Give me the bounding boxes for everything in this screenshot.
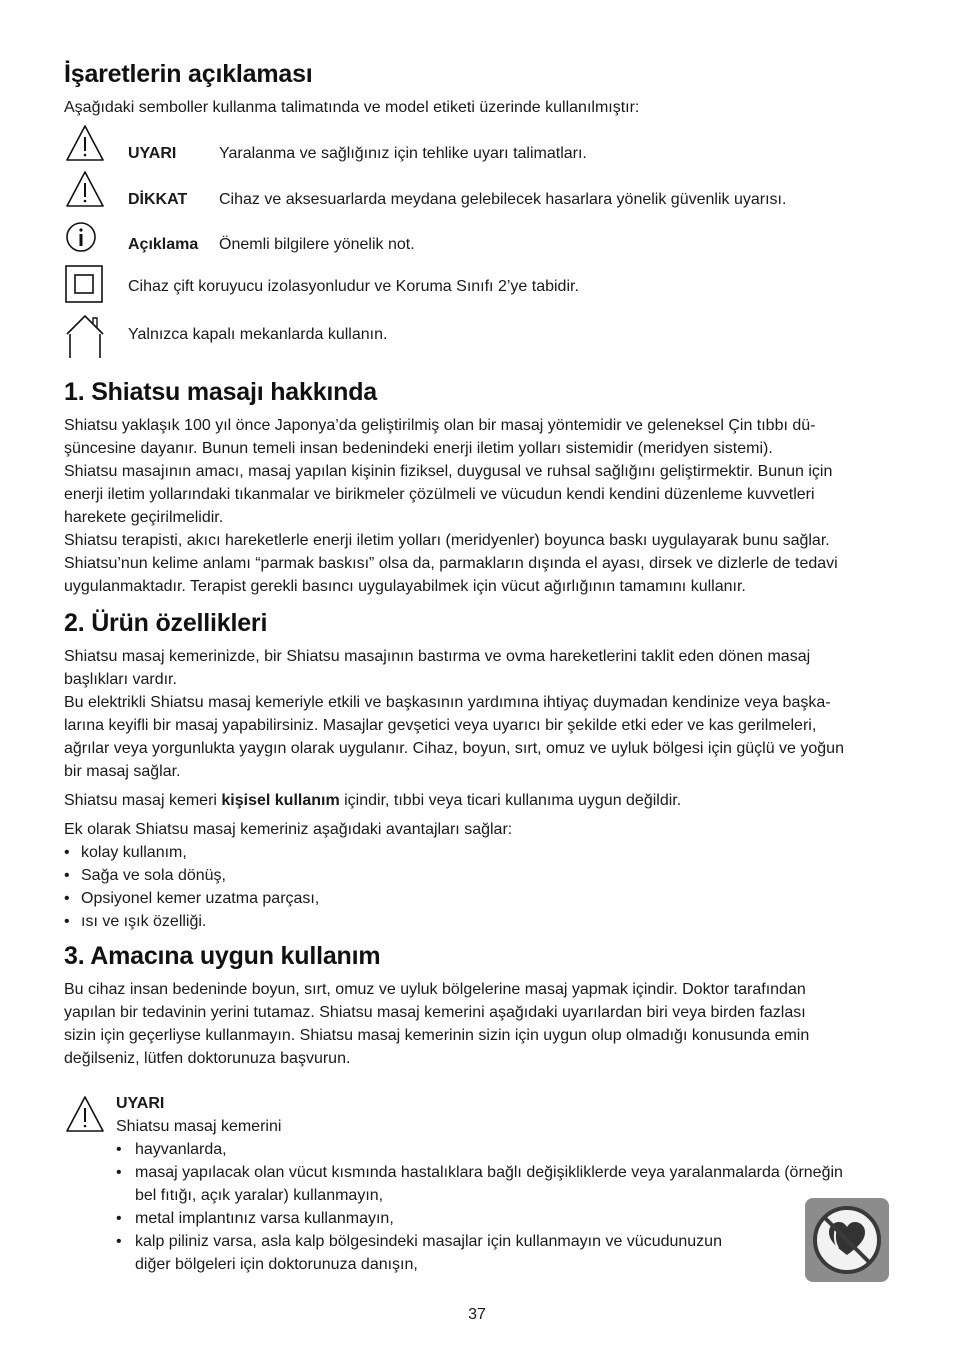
symbols-title: İşaretlerin açıklaması bbox=[64, 60, 313, 88]
advantages-intro: Ek olarak Shiatsu masaj kemeriniz aşağıdaki avantajları sağlar: bbox=[64, 821, 513, 838]
symbol-text: Önemli bilgilere yönelik not. bbox=[219, 236, 415, 253]
list-item: • Sağa ve sola dönüş, bbox=[64, 864, 889, 887]
list-item bbox=[116, 1230, 891, 1276]
list-item-line: bel fıtığı, açık yaralar) kullanmayın, bbox=[135, 1187, 384, 1204]
symbol-row-indoor bbox=[64, 312, 894, 356]
paragraph-line: Shiatsu’nun kelime anlamı “parmak baskısı” olsa da, parmakların dışında el ayası, dirsek ve dizlerle de tedavi bbox=[64, 555, 838, 572]
section-product-features bbox=[64, 609, 889, 933]
paragraph-line: Shiatsu masaj kemerinizde, bir Shiatsu masajının bastırma ve ovma hareketlerini taklit eden dönen masaj bbox=[64, 648, 811, 665]
section-title: 3. Amacına uygun kullanım bbox=[64, 942, 381, 970]
symbol-text: Cihaz çift koruyucu izolasyonludur ve Koruma Sınıfı 2’ye tabidir. bbox=[128, 278, 579, 295]
text-span: içindir, tıbbi veya ticari kullanıma uygun değildir. bbox=[339, 792, 682, 809]
section-about-shiatsu bbox=[64, 378, 889, 598]
paragraph-line: Shiatsu yaklaşık 100 yıl önce Japonya’da geliştirilmiş olan bir masaj yöntemidir ve geleneksel Çin tıbbı dü- bbox=[64, 417, 816, 434]
list-item-line: masaj yapılacak olan vücut kısmında hastalıklara bağlı değişikliklerde veya yaralanmalarda (örneğin bbox=[135, 1164, 843, 1181]
symbol-row-note bbox=[64, 220, 894, 264]
paragraph-line: değilseniz, lütfen doktorunuza başvurun. bbox=[64, 1050, 351, 1067]
section-title: 2. Ürün özellikleri bbox=[64, 609, 268, 637]
paragraph-line: larına keyifli bir masaj yapabilirsiniz. Masajlar gevşetici veya uyarıcı bir şekilde etki eder ve kas gerilmeleri, bbox=[64, 717, 817, 734]
list-item-line: diğer bölgeleri için doktorunuza danışın, bbox=[135, 1256, 418, 1273]
paragraph-line: şüncesine dayanır. Bunun temeli insan bedenindeki enerji iletim yolları sistemidir (meridyen sistemi). bbox=[64, 440, 773, 457]
list-item bbox=[116, 1161, 891, 1207]
warning-triangle-icon bbox=[64, 168, 106, 212]
list-item: • hayvanlarda, bbox=[116, 1138, 891, 1161]
warning-triangle-icon bbox=[64, 122, 106, 166]
text-span: Shiatsu masaj kemeri bbox=[64, 792, 222, 809]
paragraph-line: Shiatsu terapisti, akıcı hareketlerle enerji iletim yolları (meridyenler) boyunca baskı uygulayarak bunu sağlar. bbox=[64, 532, 830, 549]
info-icon bbox=[64, 220, 106, 264]
warning-intro: Shiatsu masaj kemerini bbox=[116, 1118, 282, 1135]
paragraph-line: enerji iletim yollarındaki tıkanmalar ve birikmeler çözülmeli ve vücudun kendi kendini düzenleme kuvvetleri bbox=[64, 486, 815, 503]
list-item: • ısı ve ışık özelliği. bbox=[64, 910, 889, 933]
symbol-text: Yaralanma ve sağlığınız için tehlike uyarı talimatları. bbox=[219, 145, 587, 162]
paragraph-line: sizin için geçerliyse kullanmayın. Shiatsu masaj kemerinin sizin için uygun olup olmadığı konusunda emin bbox=[64, 1027, 810, 1044]
emphasis-text: kişisel kullanım bbox=[221, 792, 340, 809]
section-intended-use bbox=[64, 942, 889, 1070]
symbol-row-caution bbox=[64, 168, 894, 212]
symbol-label: UYARI bbox=[128, 145, 177, 162]
symbol-text: Yalnızca kapalı mekanlarda kullanın. bbox=[128, 326, 388, 343]
double-insulation-icon bbox=[64, 264, 106, 308]
paragraph-line: Bu cihaz insan bedeninde boyun, sırt, omuz ve uyluk bölgelerine masaj yapmak içindir. Doktor tarafından bbox=[64, 981, 806, 998]
paragraph-line: ağrılar veya yorgunlukta yaygın olarak uygulanır. Cihaz, boyun, sırt, omuz ve uyluk bölgesi için güçlü ve yoğun bbox=[64, 740, 844, 757]
list-item-line: kalp piliniz varsa, asla kalp bölgesindeki masajlar için kullanmayın ve vücudunuzun bbox=[135, 1233, 722, 1250]
paragraph-line: Bu elektrikli Shiatsu masaj kemeriyle etkili ve başkasının yardımına ihtiyaç duymadan kendinize veya başka- bbox=[64, 694, 831, 711]
symbol-label: Açıklama bbox=[128, 236, 199, 253]
section-title: 1. Shiatsu masajı hakkında bbox=[64, 378, 377, 406]
symbol-row-warning bbox=[64, 122, 894, 166]
symbols-intro: Aşağıdaki semboller kullanma talimatında ve model etiketi üzerinde kullanılmıştır: bbox=[64, 99, 640, 116]
symbol-row-insulation bbox=[64, 264, 894, 308]
paragraph-line: bir masaj sağlar. bbox=[64, 763, 181, 780]
paragraph-line: yapılan bir tedavinin yerini tutamaz. Shiatsu masaj kemerini aşağıdaki uyarılardan biri veya birden fazlası bbox=[64, 1004, 806, 1021]
no-pacemaker-badge bbox=[805, 1198, 889, 1282]
paragraph-line: harekete geçirilmelidir. bbox=[64, 509, 224, 526]
list-item: • kolay kullanım, bbox=[64, 841, 889, 864]
symbol-text: Cihaz ve aksesuarlarda meydana gelebilecek hasarlara yönelik güvenlik uyarısı. bbox=[219, 191, 787, 208]
list-item: • metal implantınız varsa kullanmayın, bbox=[116, 1207, 891, 1230]
no-pacemaker-icon bbox=[805, 1198, 889, 1282]
paragraph-line: Shiatsu masajının amacı, masaj yapılan kişinin fiziksel, duygusal ve ruhsal sağlığını geliştirmektir. Bunun için bbox=[64, 463, 833, 480]
symbol-label: DİKKAT bbox=[128, 191, 188, 208]
warning-list bbox=[116, 1138, 891, 1276]
paragraph-line: uygulanmaktadır. Terapist gerekli basıncı uygulayabilmek için vücut ağırlığının tamamını kullanır. bbox=[64, 578, 746, 595]
personal-use-note bbox=[64, 789, 889, 812]
paragraph-line: başlıkları vardır. bbox=[64, 671, 177, 688]
page-number: 37 bbox=[468, 1306, 486, 1323]
advantages-list bbox=[64, 841, 889, 933]
list-item: • Opsiyonel kemer uzatma parçası, bbox=[64, 887, 889, 910]
warning-triangle-icon bbox=[64, 1094, 106, 1134]
warning-label: UYARI bbox=[116, 1095, 165, 1112]
indoor-house-icon bbox=[64, 312, 106, 358]
